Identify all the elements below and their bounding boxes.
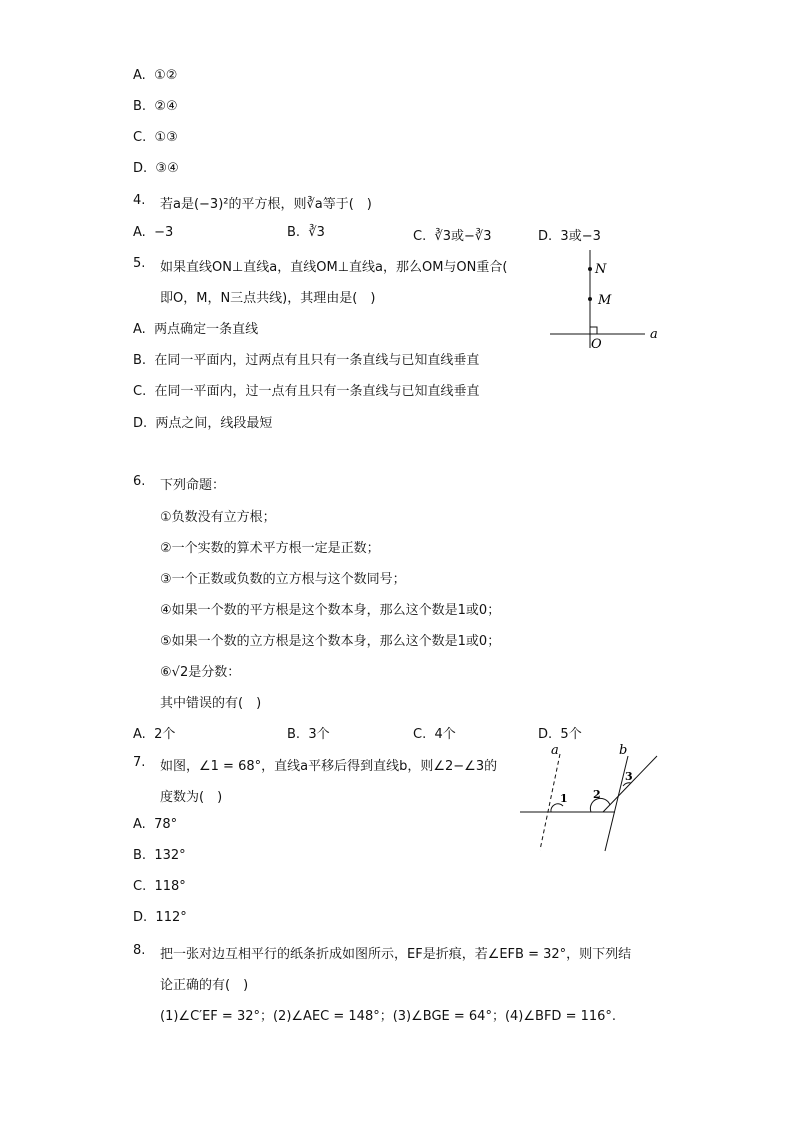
option-letter: A. — [133, 817, 146, 832]
label-b: b — [619, 743, 628, 758]
option-text: 两点确定一条直线 — [154, 322, 259, 337]
option-letter: C. — [133, 879, 147, 894]
option-text: ∛3或−∛3 — [434, 229, 492, 244]
q3-option-d — [133, 161, 179, 176]
label-n: N — [595, 262, 607, 277]
q5-stem-line2: 即O，M，N三点共线)，其理由是( ) — [160, 291, 376, 306]
q7-option-d — [133, 910, 187, 925]
option-letter: D. — [538, 229, 553, 244]
q7-option-b — [133, 848, 186, 863]
q5-option-a — [133, 318, 258, 337]
q5-perpendicular-figure — [545, 248, 665, 354]
option-letter: B. — [133, 848, 147, 863]
q6-option-a — [133, 723, 175, 742]
option-letter: D. — [133, 416, 148, 431]
q8-stem-line2: 论正确的有( ) — [160, 978, 249, 993]
label-1: 1 — [560, 792, 568, 805]
q4-option-d — [538, 225, 601, 244]
option-text: 3个 — [308, 727, 330, 742]
transversal-line — [603, 756, 657, 812]
option-text: 5个 — [560, 727, 582, 742]
q6-statement-5: ⑤如果一个数的立方根是这个数本身，那么这个数是1或0； — [160, 634, 501, 649]
q6-statement-1: ①负数没有立方根； — [160, 510, 276, 525]
option-letter: C. — [413, 727, 427, 742]
q6-option-d — [538, 723, 582, 742]
option-text: 4个 — [434, 727, 456, 742]
option-letter: D. — [538, 727, 553, 742]
label-a: a — [551, 743, 559, 758]
q6-statement-2: ②一个实数的算术平方根一定是正数； — [160, 541, 380, 556]
q6-option-b — [287, 723, 330, 742]
label-3: 3 — [625, 770, 633, 783]
option-text: ③④ — [155, 161, 179, 176]
option-letter: B. — [133, 99, 147, 114]
point-n — [588, 267, 592, 271]
option-text: ②④ — [154, 99, 178, 114]
q5-option-b — [133, 349, 479, 368]
q3-option-b — [133, 99, 178, 114]
option-text: 3或−3 — [560, 229, 601, 244]
option-text: 112° — [155, 910, 187, 925]
q4-option-c — [413, 225, 492, 244]
option-letter: C. — [413, 229, 427, 244]
option-text: ①② — [154, 68, 178, 83]
q4-option-a — [133, 225, 173, 240]
line-a-dashed — [540, 754, 560, 850]
label-2: 2 — [593, 788, 601, 801]
option-letter: D. — [133, 161, 148, 176]
option-letter: B. — [133, 353, 147, 368]
q4-number: 4. — [133, 193, 146, 208]
option-letter: C. — [133, 130, 147, 145]
option-letter: C. — [133, 384, 147, 399]
option-letter: A. — [133, 225, 146, 240]
option-text: 78° — [154, 817, 178, 832]
q6-stem: 下列命题： — [160, 478, 226, 493]
label-o: O — [591, 337, 602, 352]
q6-option-c — [413, 723, 456, 742]
q4-option-b — [287, 225, 325, 240]
option-letter: A. — [133, 322, 146, 337]
label-m: M — [598, 293, 612, 308]
q3-option-a — [133, 68, 177, 83]
option-letter: D. — [133, 910, 148, 925]
q5-option-d — [133, 412, 272, 431]
q5-option-c — [133, 380, 480, 399]
q4-stem: 若a是(−3)²的平方根，则∛a等于( ) — [160, 197, 372, 212]
option-text: −3 — [154, 225, 174, 240]
option-text: 132° — [154, 848, 186, 863]
q6-question: 其中错误的有( ) — [160, 696, 262, 711]
q6-statement-4: ④如果一个数的平方根是这个数本身，那么这个数是1或0； — [160, 603, 501, 618]
point-m — [588, 297, 592, 301]
q5-stem-line1: 如果直线ON⊥直线a，直线OM⊥直线a，那么OM与ON重合( — [160, 260, 508, 275]
angle-1-arc — [551, 804, 563, 812]
option-letter: B. — [287, 225, 301, 240]
option-letter: A. — [133, 68, 146, 83]
q7-number: 7. — [133, 755, 146, 770]
option-letter: B. — [287, 727, 301, 742]
q7-translation-figure — [515, 742, 665, 854]
q5-number: 5. — [133, 256, 146, 271]
q7-option-c — [133, 879, 186, 894]
label-a: a — [650, 327, 658, 342]
q8-conditions: (1)∠C′EF = 32°；(2)∠AEC = 148°；(3)∠BGE = 64°；(4)∠BFD = 116°. — [160, 1009, 617, 1024]
option-letter: A. — [133, 727, 146, 742]
option-text: 在同一平面内，过一点有且只有一条直线与已知直线垂直 — [154, 384, 480, 399]
q6-number: 6. — [133, 474, 146, 489]
q6-statement-3: ③一个正数或负数的立方根与这个数同号； — [160, 572, 406, 587]
option-text: 2个 — [154, 727, 176, 742]
q7-stem-line2: 度数为( ) — [160, 790, 223, 805]
option-text: 两点之间，线段最短 — [155, 416, 273, 431]
option-text: ①③ — [154, 130, 178, 145]
q7-stem-line1: 如图，∠1 = 68°，直线a平移后得到直线b，则∠2−∠3的 — [160, 759, 498, 774]
q6-statement-6: ⑥√2是分数： — [160, 665, 241, 680]
q8-number: 8. — [133, 943, 146, 958]
option-text: ∛3 — [308, 225, 325, 240]
q8-stem-line1: 把一张对边互相平行的纸条折成如图所示，EF是折痕，若∠EFB = 32°，则下列结 — [160, 947, 632, 962]
q7-option-a — [133, 817, 177, 832]
option-text: 在同一平面内，过两点有且只有一条直线与已知直线垂直 — [154, 353, 480, 368]
right-angle-mark — [590, 327, 597, 334]
q3-option-c — [133, 130, 178, 145]
option-text: 118° — [154, 879, 186, 894]
